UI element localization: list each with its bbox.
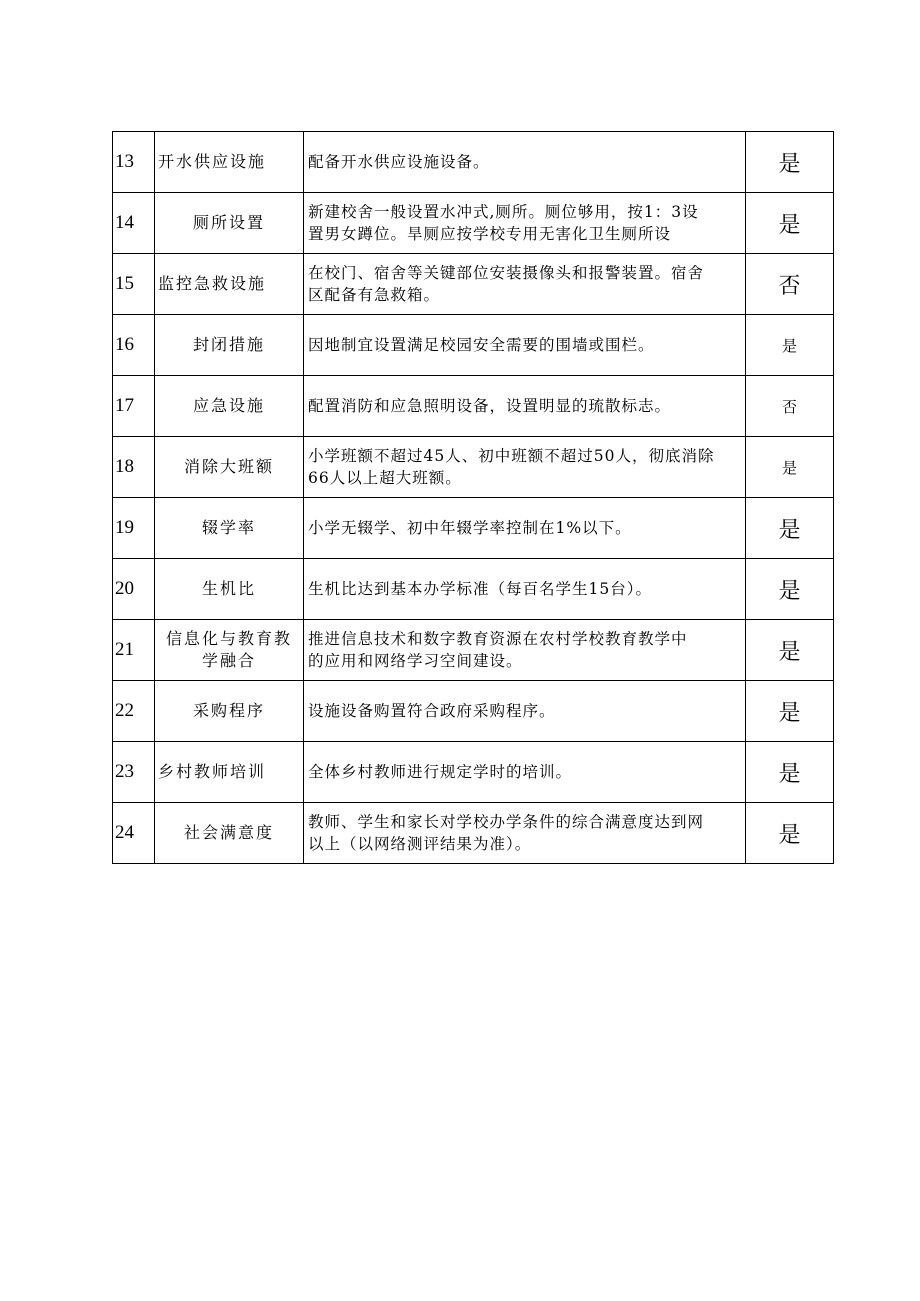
table-row xyxy=(113,132,834,193)
result-value: 否 xyxy=(746,376,834,437)
description-line: 推进信息技术和数字教育资源在农村学校教育教学中 xyxy=(308,630,688,648)
row-number: 24 xyxy=(113,803,155,864)
result-value: 是 xyxy=(746,315,834,376)
result-value: 是 xyxy=(746,193,834,254)
item-name: 封闭措施 xyxy=(155,315,304,376)
row-number: 19 xyxy=(113,498,155,559)
description-line: 66人以上超大班额。 xyxy=(308,469,462,487)
description-line: 小学无辍学、初中年辍学率控制在1%以下。 xyxy=(308,519,632,537)
result-value: 是 xyxy=(746,559,834,620)
item-description xyxy=(304,742,746,803)
item-name: 采购程序 xyxy=(155,681,304,742)
item-description xyxy=(304,559,746,620)
description-line: 的应用和网络学习空间建设。 xyxy=(308,652,523,670)
result-value: 是 xyxy=(746,437,834,498)
table-row xyxy=(113,376,834,437)
description-line: 生机比达到基本办学标准（每百名学生15台）。 xyxy=(308,580,652,598)
description-line: 新建校舍一般设置水冲式,厕所。厕位够用，按1：3设 xyxy=(308,203,699,221)
table-row xyxy=(113,193,834,254)
item-description xyxy=(304,437,746,498)
description-line: 配置消防和应急照明设备，设置明显的琉散标志。 xyxy=(308,397,672,415)
item-description xyxy=(304,620,746,681)
item-name: 社会满意度 xyxy=(155,803,304,864)
row-number: 16 xyxy=(113,315,155,376)
result-value: 是 xyxy=(746,681,834,742)
result-value: 是 xyxy=(746,132,834,193)
result-value: 否 xyxy=(746,254,834,315)
item-description xyxy=(304,498,746,559)
row-number: 13 xyxy=(113,132,155,193)
table-row xyxy=(113,498,834,559)
description-line: 在校门、宿舍等关键部位安装摄像头和报警装置。宿舍 xyxy=(308,264,705,282)
row-number: 14 xyxy=(113,193,155,254)
table-row xyxy=(113,742,834,803)
description-line: 因地制宜设置满足校园安全需要的围墙或围栏。 xyxy=(308,336,655,354)
item-name: 乡村教师培训 xyxy=(155,742,304,803)
table-row xyxy=(113,315,834,376)
item-description xyxy=(304,193,746,254)
item-name: 开水供应设施 xyxy=(155,132,304,193)
description-line: 设施设备购置符合政府采购程序。 xyxy=(308,702,556,720)
item-name: 应急设施 xyxy=(155,376,304,437)
item-name-line: 学融合 xyxy=(201,651,256,670)
item-description xyxy=(304,254,746,315)
table-row xyxy=(113,681,834,742)
item-name: 生机比 xyxy=(155,559,304,620)
item-name-line: 信息化与教育教 xyxy=(165,629,292,648)
row-number: 20 xyxy=(113,559,155,620)
item-name: 辍学率 xyxy=(155,498,304,559)
item-name: 消除大班额 xyxy=(155,437,304,498)
item-name xyxy=(155,620,304,681)
row-number: 23 xyxy=(113,742,155,803)
table-row xyxy=(113,254,834,315)
result-value: 是 xyxy=(746,498,834,559)
row-number: 17 xyxy=(113,376,155,437)
row-number: 15 xyxy=(113,254,155,315)
description-line: 小学班额不超过45人、初中班额不超过50人，彻底消除 xyxy=(308,447,715,465)
item-description xyxy=(304,681,746,742)
description-line: 以上（以网络测评结果为准）。 xyxy=(308,835,532,853)
item-name: 监控急救设施 xyxy=(155,254,304,315)
table-row xyxy=(113,559,834,620)
description-line: 教师、学生和家长对学校办学条件的综合满意度达到网 xyxy=(308,813,705,831)
result-value: 是 xyxy=(746,620,834,681)
table-row xyxy=(113,620,834,681)
row-number: 22 xyxy=(113,681,155,742)
description-line: 全体乡村教师进行规定学时的培训。 xyxy=(308,763,573,781)
item-description xyxy=(304,315,746,376)
row-number: 21 xyxy=(113,620,155,681)
table-row xyxy=(113,437,834,498)
item-name: 厕所设置 xyxy=(155,193,304,254)
standards-table xyxy=(112,131,834,864)
item-description xyxy=(304,803,746,864)
item-description xyxy=(304,376,746,437)
description-line: 置男女蹲位。旱厕应按学校专用无害化卫生厕所设 xyxy=(308,225,672,243)
description-line: 区配备有急救箱。 xyxy=(308,286,441,304)
table-row xyxy=(113,803,834,864)
result-value: 是 xyxy=(746,742,834,803)
item-description xyxy=(304,132,746,193)
description-line: 配备开水供应设施设备。 xyxy=(308,153,490,171)
row-number: 18 xyxy=(113,437,155,498)
result-value: 是 xyxy=(746,803,834,864)
